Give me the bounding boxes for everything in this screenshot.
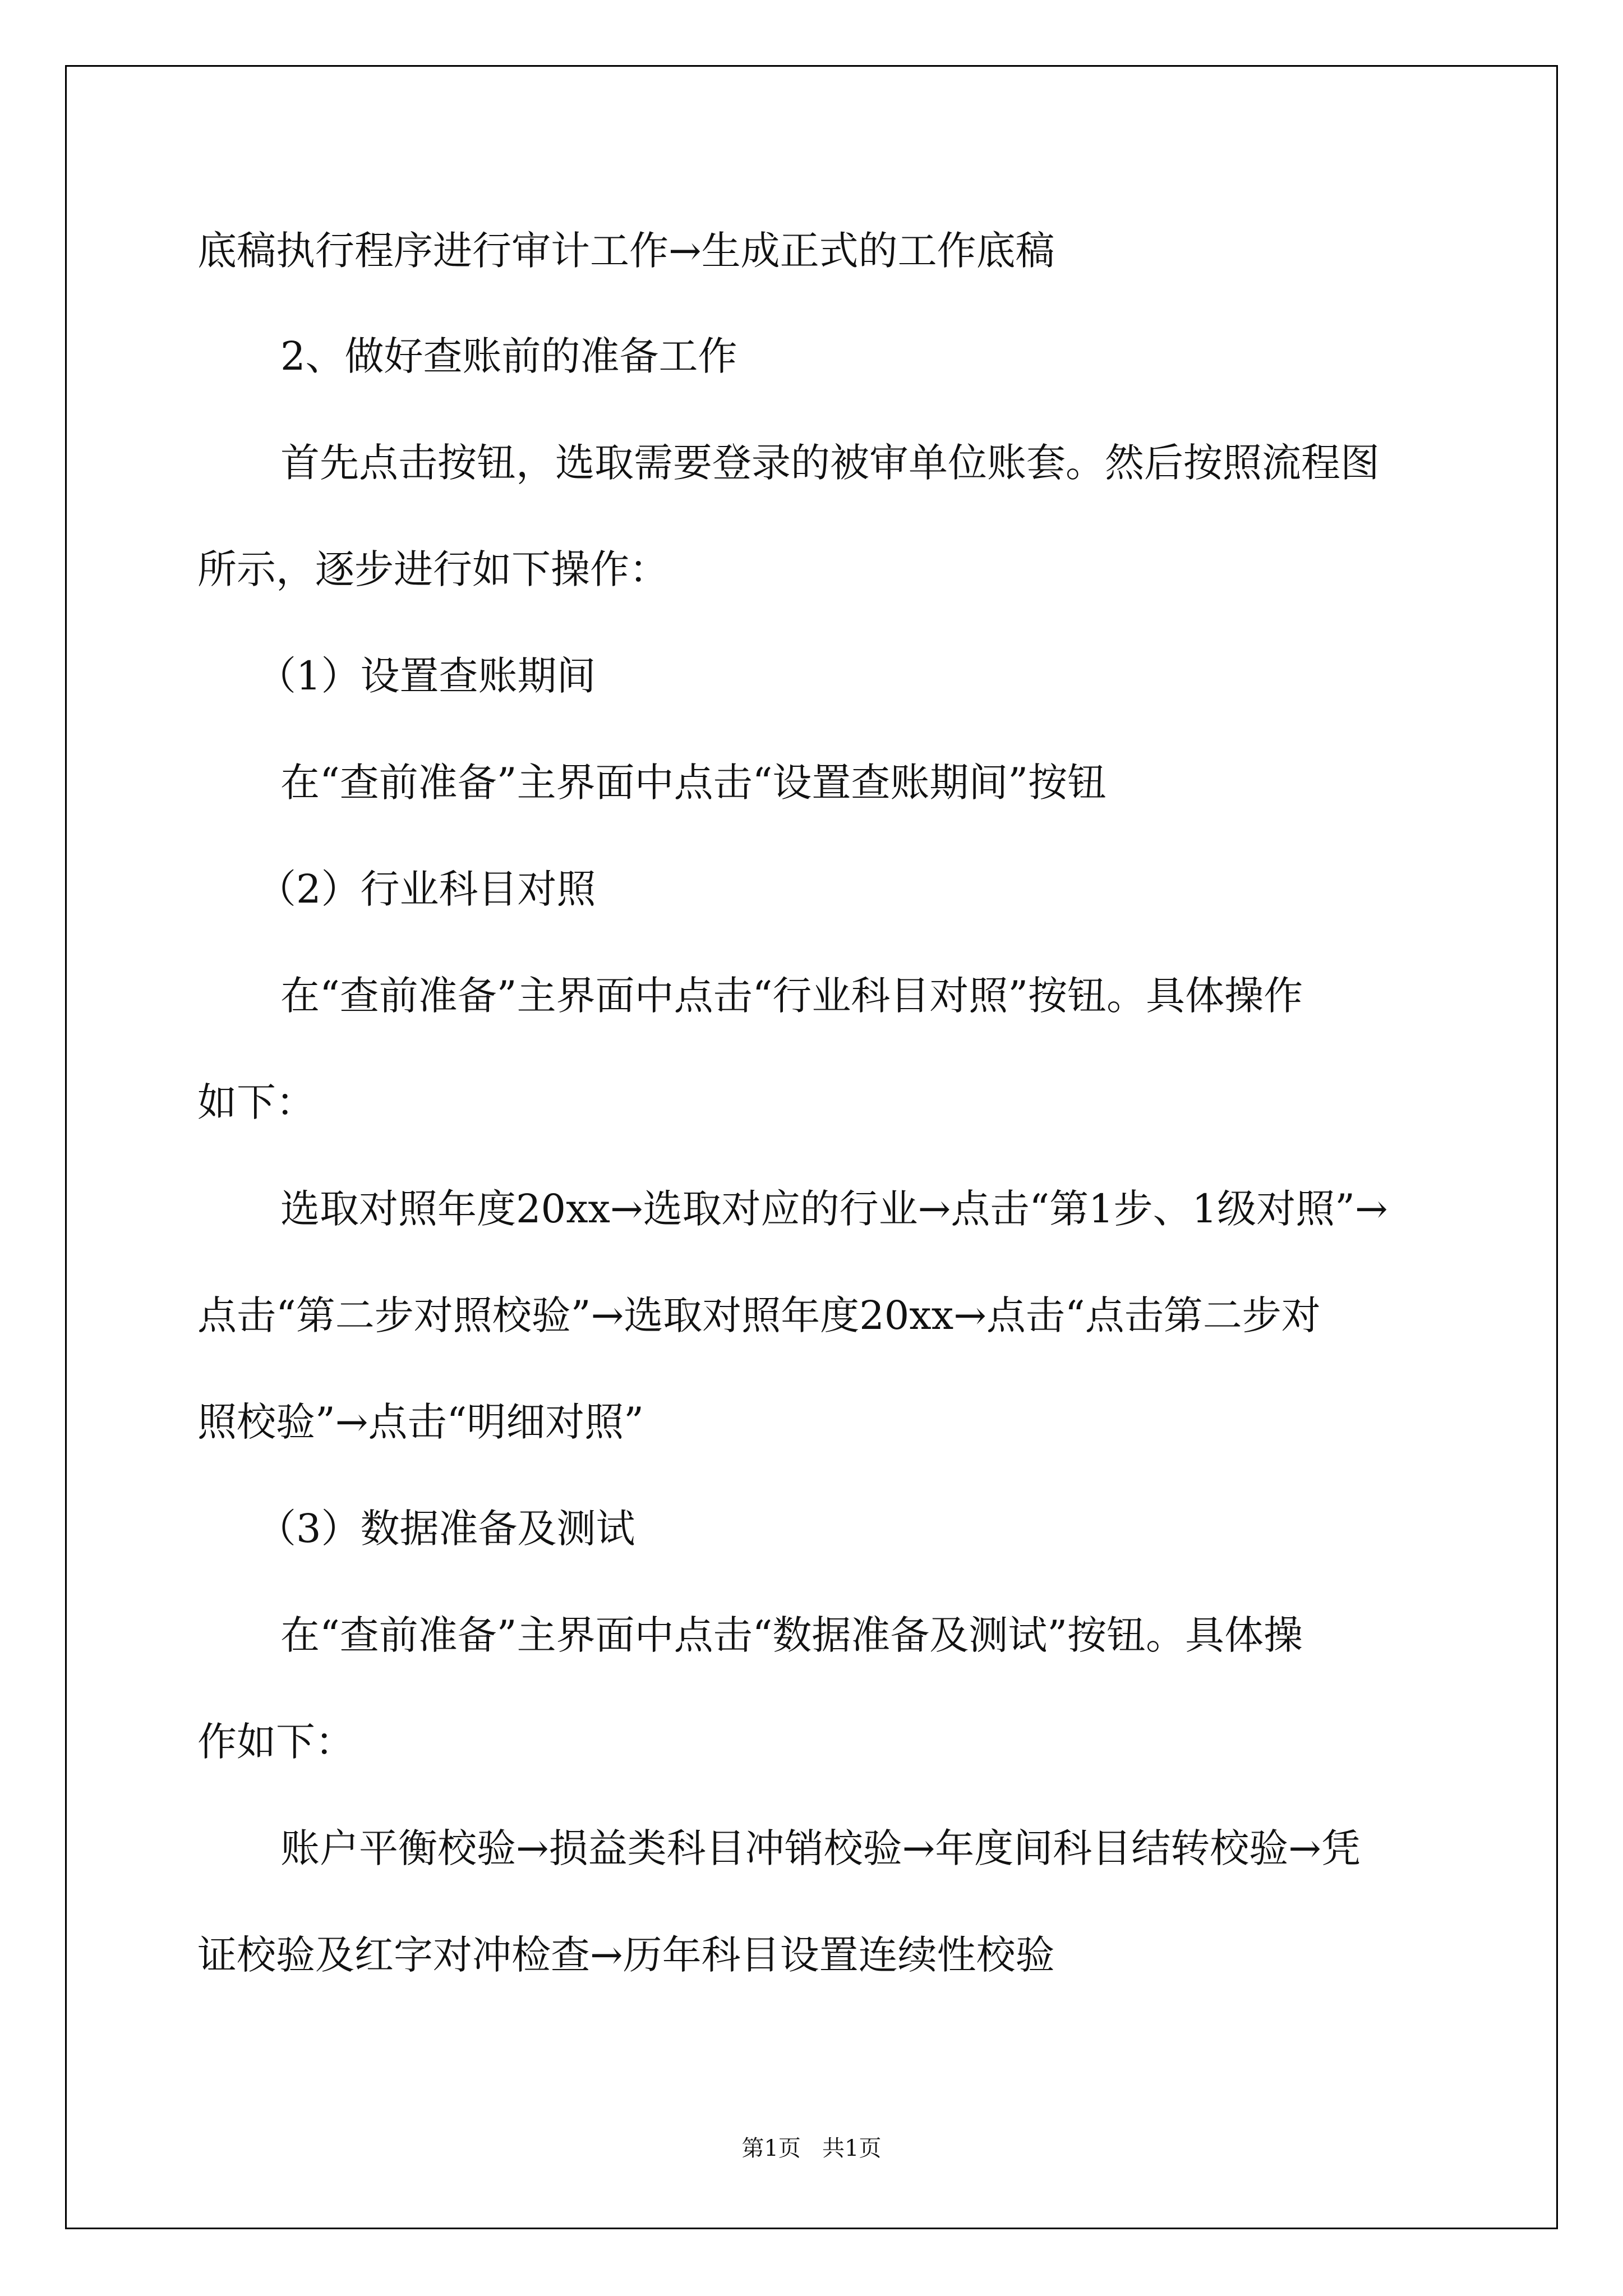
paragraph-line-14: 在“查前准备”主界面中点击“数据准备及测试”按钮。具体操 (280, 1612, 1303, 1658)
subheading-3: （3）数据准备及测试 (257, 1506, 635, 1552)
paragraph-line-9: 如下： (197, 1079, 315, 1125)
paragraph-line-17: 证校验及红字对冲检查→历年科目设置连续性校验 (197, 1932, 1055, 1978)
paragraph-line-8: 在“查前准备”主界面中点击“行业科目对照”按钮。具体操作 (280, 973, 1303, 1019)
page-number-footer: 第1页 共1页 (741, 2136, 882, 2161)
paragraph-line-6: 在“查前准备”主界面中点击“设置查账期间”按钮 (280, 760, 1107, 806)
paragraph-line-12: 照校验”→点击“明细对照” (197, 1399, 644, 1445)
section-heading-2: 2、做好查账前的准备工作 (280, 333, 737, 379)
paragraph-line-16: 账户平衡校验→损益类科目冲销校验→年度间科目结转校验→凭 (280, 1825, 1361, 1871)
subheading-2: （2）行业科目对照 (257, 866, 596, 912)
paragraph-line-11: 点击“第二步对照校验”→选取对照年度20xx→点击“点击第二步对 (197, 1292, 1321, 1338)
page-border (65, 65, 1558, 2229)
paragraph-line-3: 首先点击按钮，选取需要登录的被审单位账套。然后按照流程图 (280, 440, 1380, 486)
paragraph-line-4: 所示，逐步进行如下操作： (197, 546, 668, 592)
paragraph-line-1: 底稿执行程序进行审计工作→生成正式的工作底稿 (197, 228, 1055, 274)
subheading-1: （1）设置查账期间 (257, 653, 596, 699)
paragraph-line-10: 选取对照年度20xx→选取对应的行业→点击“第1步、1级对照”→ (280, 1186, 1388, 1232)
paragraph-line-15: 作如下： (197, 1719, 354, 1765)
